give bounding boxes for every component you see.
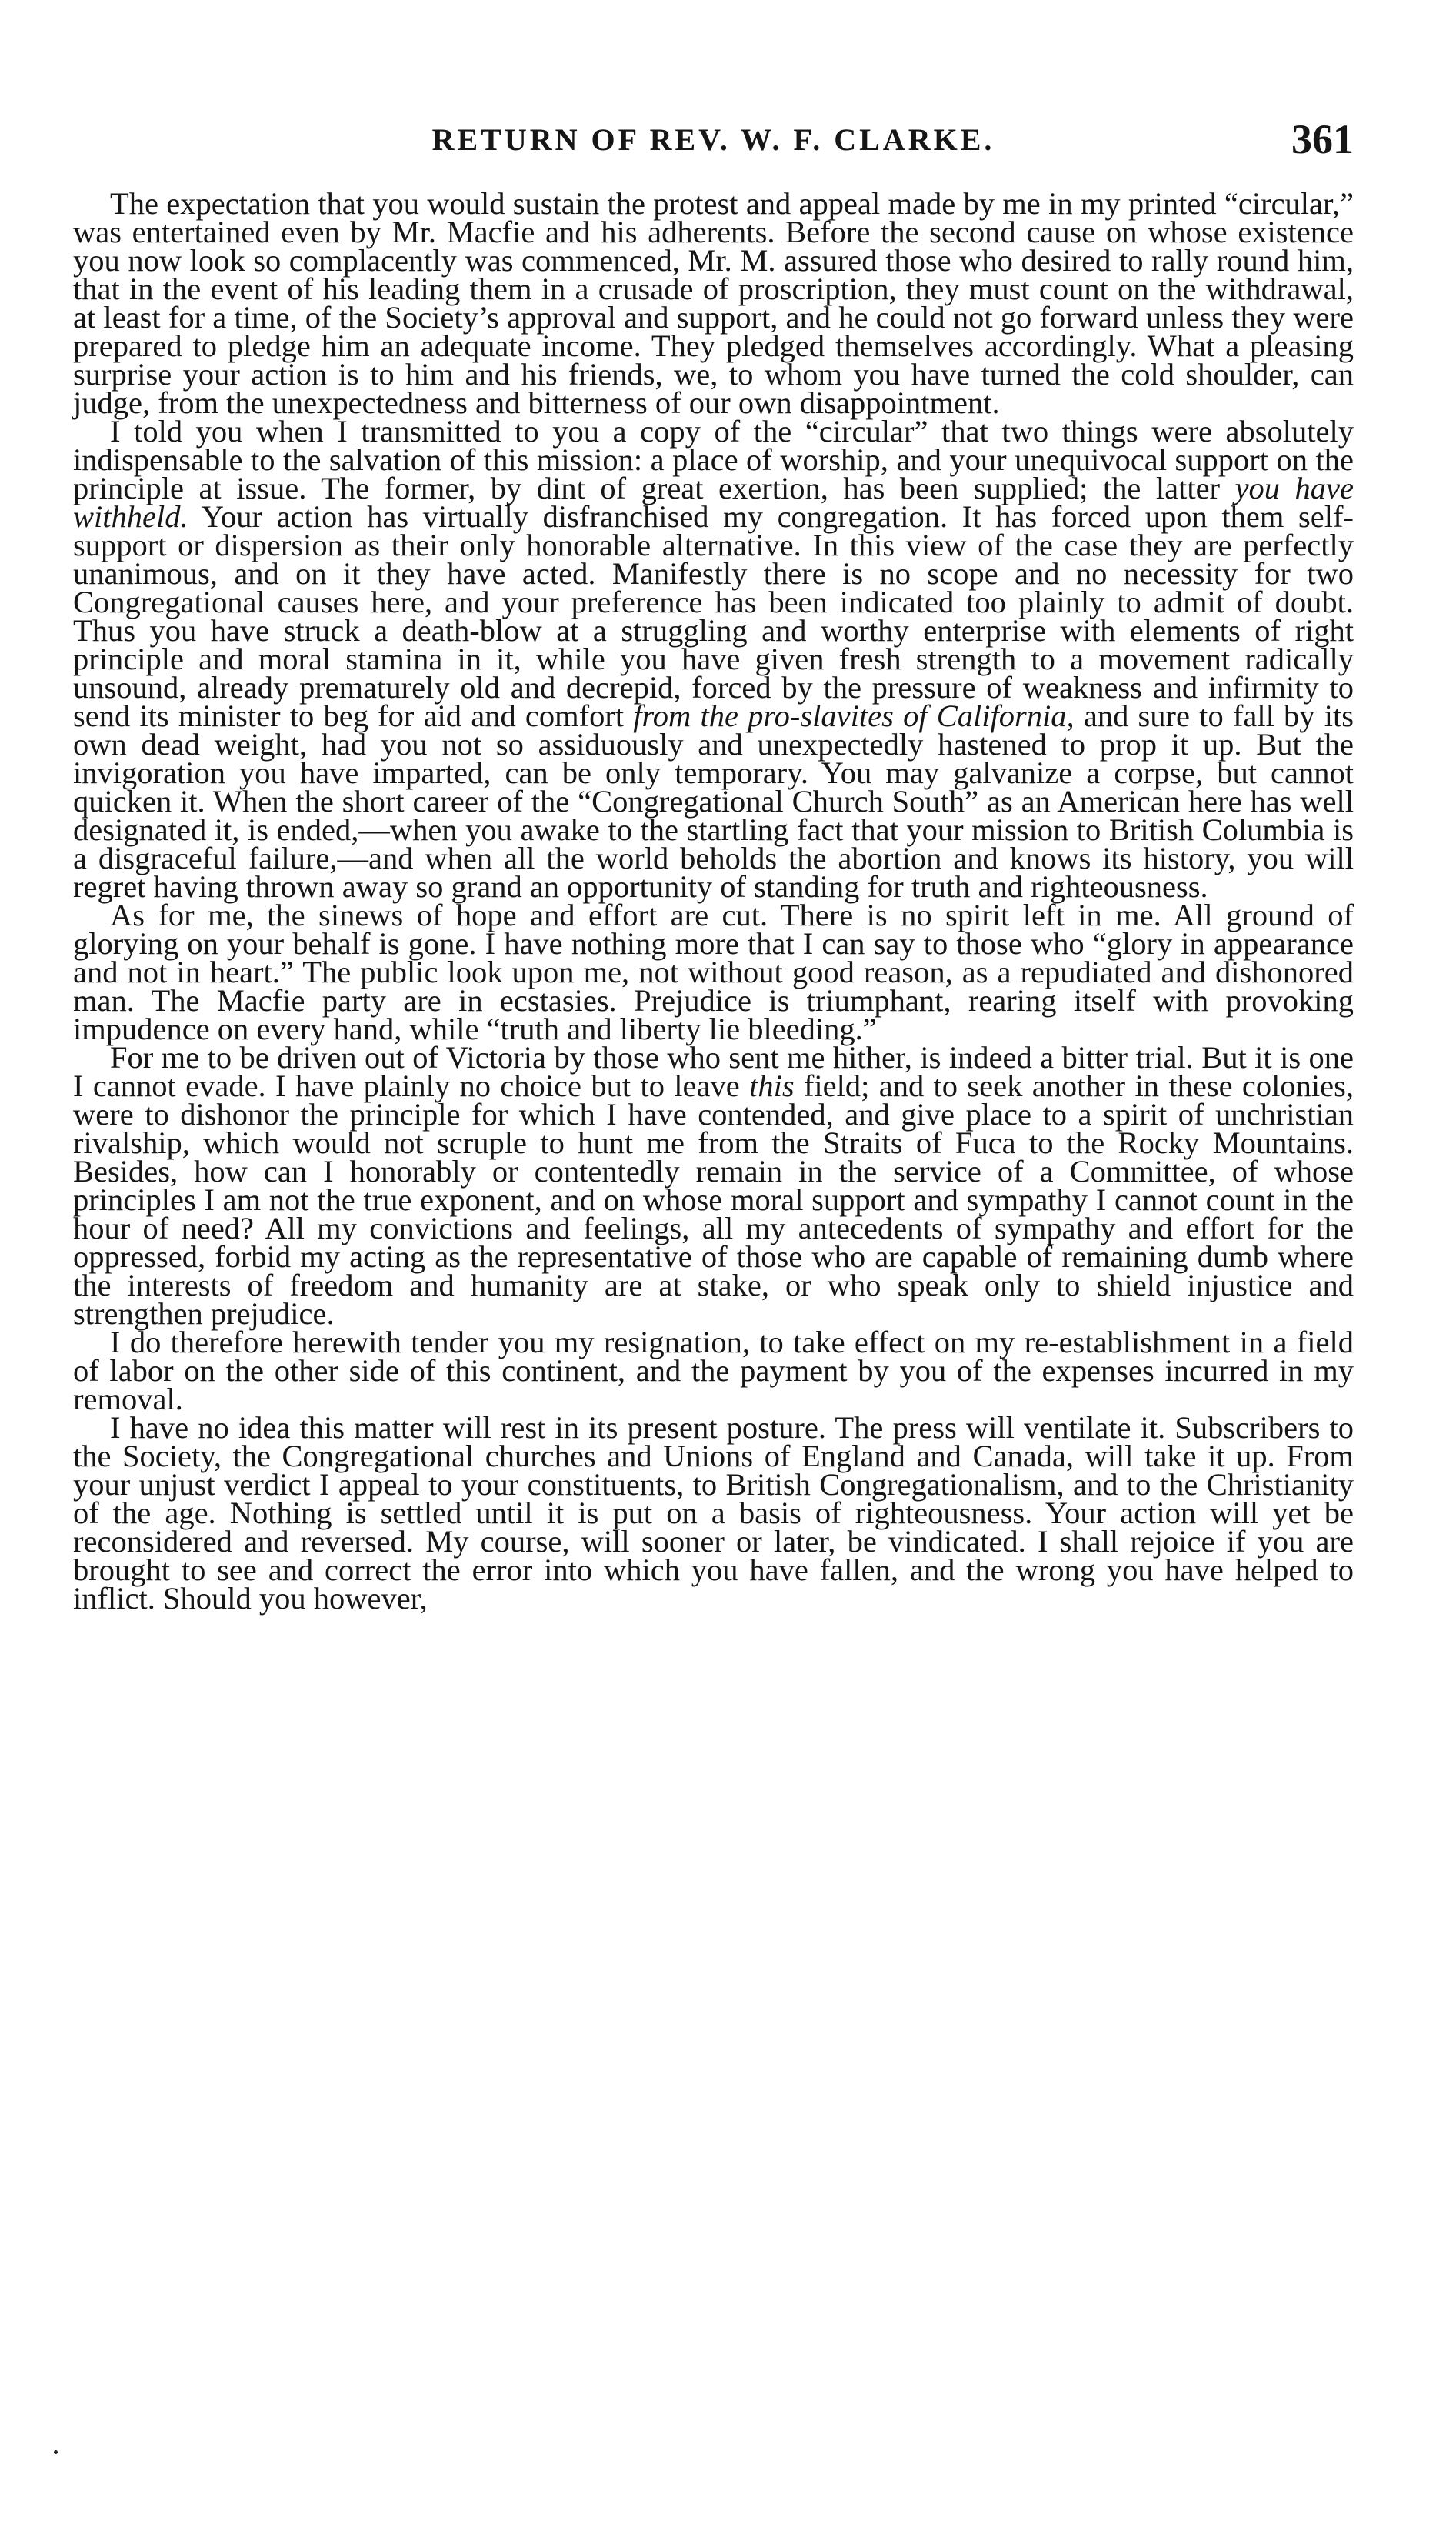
paragraph-6-text: I have no idea this matter will rest in its present posture. The press will ventilate it. Subscribers to the Society, the Congregational churches and Unions of England and Canada, will take it up. From your unjust verdict I appeal to your constituents, to British Congregationalism, and to the Christianity of the age. Nothing is settled until it is put on a basis of righteousness. Your action will yet be reconsidered and reversed. My course, will sooner or later, be vindicated. I shall rejoice if you are brought to see and correct the error into which you have fallen, and the wrong you have helped to inflict. Should you however, — [73, 1410, 1354, 1616]
paragraph-5-text: I do therefore herewith tender you my resignation, to take effect on my re-establishment in a field of labor on the other side of this continent, and the payment by you of the expenses incurred in my removal. — [73, 1325, 1354, 1416]
running-title: RETURN OF REV. W. F. CLARKE. — [431, 122, 995, 157]
paragraph-2-text-a: I told you when I transmitted to you a copy of the “circular” that two things were absolutely indispensable to the salvation of this mission: a place of worship, and your unequivocal support on the principle at issue. The former, by dint of great exertion, has been supplied; the latter — [73, 414, 1354, 505]
paragraph-5 — [73, 1325, 1354, 1416]
paragraph-2-italic-b: from the pro-slavites of California, — [633, 699, 1075, 733]
page-header — [73, 115, 1354, 169]
paragraph-2-text-b: Your action has virtually disfranchised my congregation. It has forced upon them self-support or dispersion as their only honorable alternative. In this view of the case they are perfectly unanimous, and on it they have acted. Manifestly there is no scope and no necessity for two Congregational causes here, and your preference has been indicated too plainly to admit of doubt. Thus you have struck a death-blow at a struggling and worthy enterprise with elements of right principle and moral stamina in it, while you have given fresh strength to a movement radically unsound, already prematurely old and decrepid, forced by the pressure of weakness and infirmity to send its minister to beg for aid and comfort — [73, 499, 1354, 733]
paragraph-3 — [73, 898, 1354, 1046]
paragraph-3-text: As for me, the sinews of hope and effort are cut. There is no spirit left in me. All ground of glorying on your behalf is gone. I have nothing more that I can say to those who “glory in appearance and not in heart.” The public look upon me, not without good reason, as a repudiated and dishonored man. The Macfie party are in ecstasies. Prejudice is triumphant, rearing itself with provoking impudence on every hand, while “truth and liberty lie bleeding.” — [73, 898, 1354, 1046]
paragraph-2-text-c: and sure to fall by its own dead weight, had you not so assiduously and unexpectedly hastened to prop it up. But the invigoration you have imparted, can be only temporary. You may galvanize a corpse, but cannot quicken it. When the short career of the “Congregational Church South” as an American here has well designated it, is ended,—when you awake to the startling fact that your mission to British Columbia is a disgraceful failure,—and when all the world beholds the abortion and knows its history, you will regret having thrown away so grand an opportunity of standing for truth and righteousness. — [73, 699, 1354, 904]
paragraph-2-italic-a: you have withheld. — [73, 471, 1354, 534]
body-text — [73, 186, 1354, 1616]
paragraph-6 — [73, 1410, 1354, 1616]
paragraph-4-italic: this — [749, 1069, 795, 1103]
paragraph-4-text-b: field; and to seek another in these colonies, were to dishonor the principle for which I have contended, and give place to a spirit of unchristian rivalship, which would not scruple to hunt me from the Straits of Fuca to the Rocky Mountains. Besides, how can I honorably or contentedly remain in the service of a Committee, of whose principles I am not the true exponent, and on whose moral support and sympathy I cannot count in the hour of need? All my convictions and feelings, all my antecedents of sympathy and effort for the oppressed, forbid my acting as the representative of those who are capable of remaining dumb where the interests of freedom and humanity are at stake, or who speak only to shield injustice and strengthen prejudice. — [73, 1069, 1354, 1331]
paragraph-2 — [73, 414, 1354, 904]
paragraph-1-text: The expectation that you would sustain the protest and appeal made by me in my printed “circular,” was entertained even by Mr. Macfie and his adherents. Before the second cause on whose existence you now look so complacently was commenced, Mr. M. assured those who desired to rally round him, that in the event of his leading them in a crusade of proscription, they must count on the withdrawal, at least for a time, of the Society’s approval and support, and he could not go forward unless they were prepared to pledge him an adequate income. They pledged themselves accordingly. What a pleasing surprise your action is to him and his friends, we, to whom you have turned the cold shoulder, can judge, from the unexpectedness and bitterness of our own disappointment. — [73, 186, 1354, 420]
stray-ink-dot — [54, 2450, 58, 2454]
paragraph-4 — [73, 1040, 1354, 1331]
paragraph-1 — [73, 186, 1354, 420]
page-number: 361 — [1291, 116, 1354, 162]
paragraph-4-text-a: For me to be driven out of Victoria by those who sent me hither, is indeed a bitter trial. But it is one I cannot evade. I have plainly no choice but to leave — [73, 1040, 1354, 1103]
